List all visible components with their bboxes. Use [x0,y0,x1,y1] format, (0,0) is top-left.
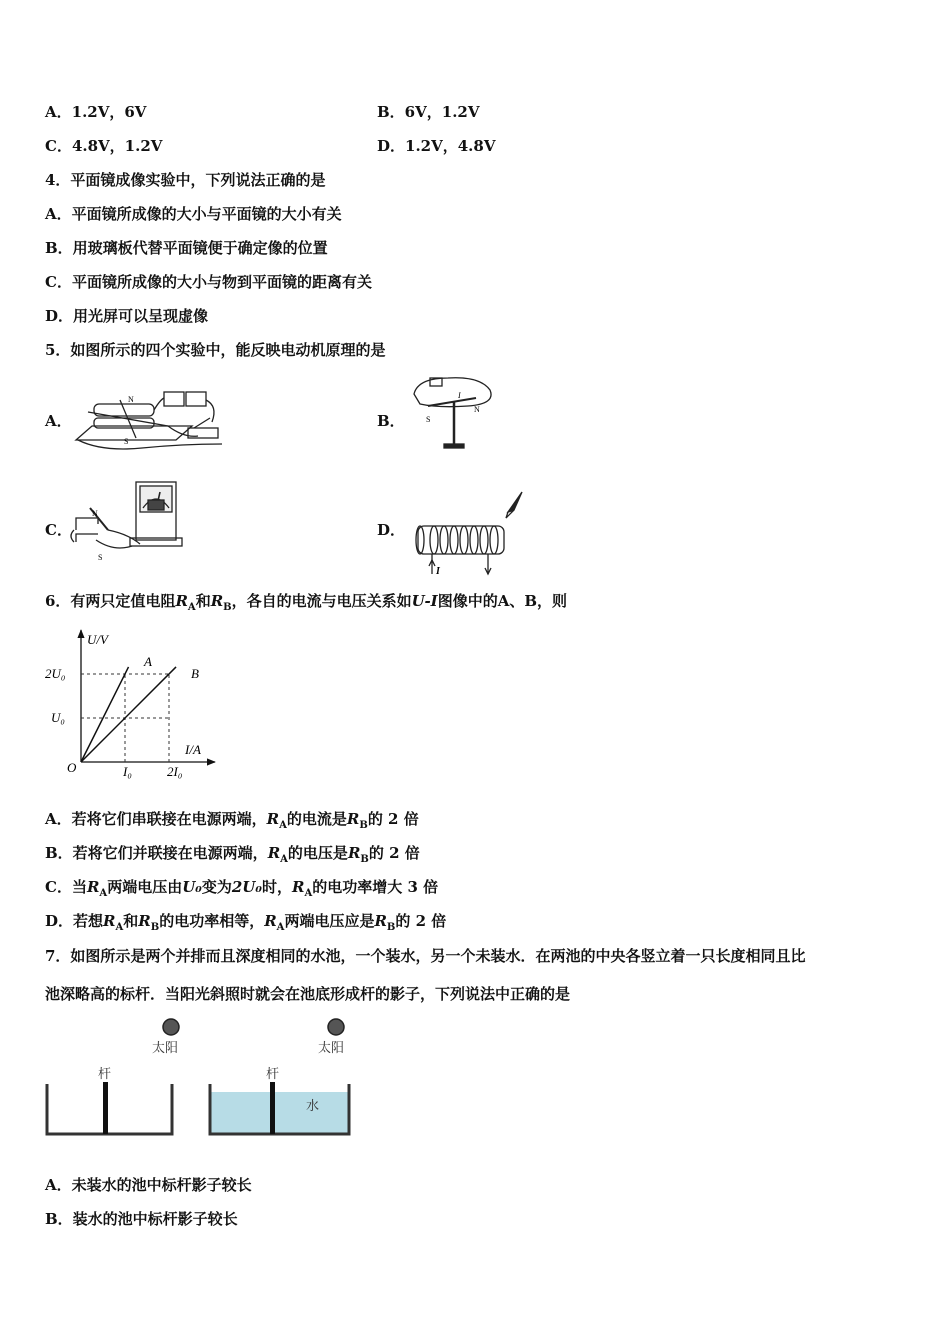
q6-stem-mid: ，各自的电流与电压关系如 [231,592,412,610]
battery [164,392,184,406]
label-n: N [474,405,480,414]
q6d-s3: A [276,922,285,933]
q4-option-a: A．平面镜所成像的大小与平面镜的大小有关 [45,205,342,223]
q6-rb-sub: B [223,602,232,613]
q6-option-c [45,877,438,904]
q5-label-d: D． [377,521,406,539]
q6d-r1: R [103,912,116,930]
y-tick-2u0: 2U₀ [45,666,66,681]
q6d-post: 的 2 倍 [395,912,447,930]
q3-option-d: D．1.2V，4.8V [377,137,496,155]
q6-stem [45,591,567,618]
q6a-mid: 的电流是 [286,810,347,828]
q6a-r2: R [346,810,360,828]
q6a-pre: A．若将它们串联接在电源两端， [45,810,267,828]
q6c-u0: U₀ [182,878,202,896]
q5-stem: 5．如图所示的四个实验中，能反映电动机原理的是 [45,341,386,359]
compass-needle [428,398,476,406]
q6b-r1: R [267,844,281,862]
q6a-s1: A [279,820,287,831]
q3-option-c: C．4.8V，1.2V [45,137,163,155]
q6a-post: 的 2 倍 [367,810,419,828]
q6d-and: 和 [123,912,139,930]
x-tick-2i0: 2I₀ [167,764,183,779]
q6b-r2: R [347,844,361,862]
q6c-post: 时， [261,878,292,896]
q7-stem-line2: 池深略高的标杆．当阳光斜照时就会在池底形成杆的影子，下列说法中正确的是 [45,985,571,1003]
q6d-r4: R [374,912,387,930]
q6c-mid2: 变为 [201,878,232,896]
x-axis-label: I/A [185,742,201,757]
q4-stem: 4．平面镜成像实验中，下列说法正确的是 [45,171,326,189]
q5-label-b: B． [377,412,405,430]
label-s: S [98,553,103,562]
q6-stem-pre: 6．有两只定值电阻 [45,592,176,610]
q6c-post2: 的电功率增大 3 倍 [312,878,439,896]
q4-option-d: D．用光屏可以呈现虚像 [45,307,209,325]
q5-figure-a [72,382,228,454]
q6-ui-graph [45,624,235,784]
q5-figure-c [68,478,188,568]
q3-option-a: A．1.2V，6V [45,103,147,121]
label-s: S [426,415,431,424]
q6-ui: U-I [411,592,438,610]
series-line-a [81,667,129,762]
rod [120,400,136,438]
q7-option-a: A．未装水的池中标杆影子较长 [45,1176,252,1194]
x-tick-i0: I₀ [123,764,132,779]
label-s: S [124,437,129,446]
sun-label-right: 太阳 [318,1040,345,1055]
switch-blade [194,418,210,428]
q6b-post: 的 2 倍 [368,844,420,862]
u-magnet [76,518,98,542]
q6-ra: R [175,592,188,610]
q3-option-b: B．6V，1.2V [377,103,480,121]
q6b-pre: B．若将它们并联接在电源两端， [45,844,268,862]
water-label: 水 [306,1098,320,1113]
q6d-pre: D．若想 [45,912,104,930]
y-axis-label: U/V [87,632,108,647]
line-b-label: B [191,666,199,681]
q6b-mid: 的电压是 [287,844,348,862]
q6d-r3: R [264,912,277,930]
q6-option-a [45,809,419,836]
water [210,1092,349,1134]
sun-icon [328,1019,344,1035]
q6d-s1: A [115,922,124,933]
origin-label: O [67,760,77,775]
q6d-mid: 的电功率相等， [159,912,265,930]
q6a-r1: R [266,810,280,828]
q6c-u02: 2U₀ [231,878,262,896]
q4-option-b: B．用玻璃板代替平面镜便于确定像的位置 [45,239,328,257]
q6c-mid: 两端电压由 [107,878,183,896]
label-n: N [128,395,134,404]
galvanometer-knob [148,500,164,510]
pole-label-right: 杆 [266,1066,280,1081]
compass-needle [508,492,522,512]
q6b-s1: A [280,854,288,865]
label-i: I [436,566,440,577]
q7-option-b: B．装水的池中标杆影子较长 [45,1210,238,1228]
sun-label-left: 太阳 [152,1040,179,1055]
q6c-s2: A [304,888,313,899]
q6-ra-sub: A [187,602,196,613]
q6d-r2: R [138,912,151,930]
line-a-label: A [144,654,152,669]
q6-option-d [45,911,446,938]
stand-base [444,444,464,448]
label-i: I [458,391,461,400]
q6d-s4: B [386,922,396,933]
q4-option-c: C．平面镜所成像的大小与物到平面镜的距离有关 [45,273,372,291]
q6-option-b [45,843,420,870]
pole-label-left: 杆 [98,1066,112,1081]
q6-stem-post: 图像中的A、B，则 [437,592,568,610]
q6c-pre: C．当 [45,878,87,896]
q5-label-a: A． [45,412,72,430]
sun-icon [163,1019,179,1035]
q6c-r1: R [86,878,100,896]
q7-figure [44,1012,360,1142]
q6d-mid2: 两端电压应是 [284,912,375,930]
q6c-s1: A [99,888,108,899]
q6-and: 和 [195,592,211,610]
label-n: N [92,509,98,518]
q6b-s2: B [360,854,369,865]
q6d-s2: B [150,922,160,933]
series-line-b [81,667,176,762]
q5-figure-d [410,488,534,580]
pool-empty [47,1084,172,1134]
pole-right [270,1082,275,1134]
y-tick-u0: U₀ [51,710,65,725]
q6-rb: R [210,592,224,610]
q6c-r2: R [291,878,305,896]
q6a-s2: B [359,820,368,831]
q5-figure-b [408,372,498,452]
pole-left [103,1082,108,1134]
q7-stem-line1: 7．如图所示是两个并排而且深度相同的水池，一个装水，另一个未装水．在两池的中央各竖立着一只长度相同且比 [45,947,806,965]
q5-label-c: C． [45,521,72,539]
